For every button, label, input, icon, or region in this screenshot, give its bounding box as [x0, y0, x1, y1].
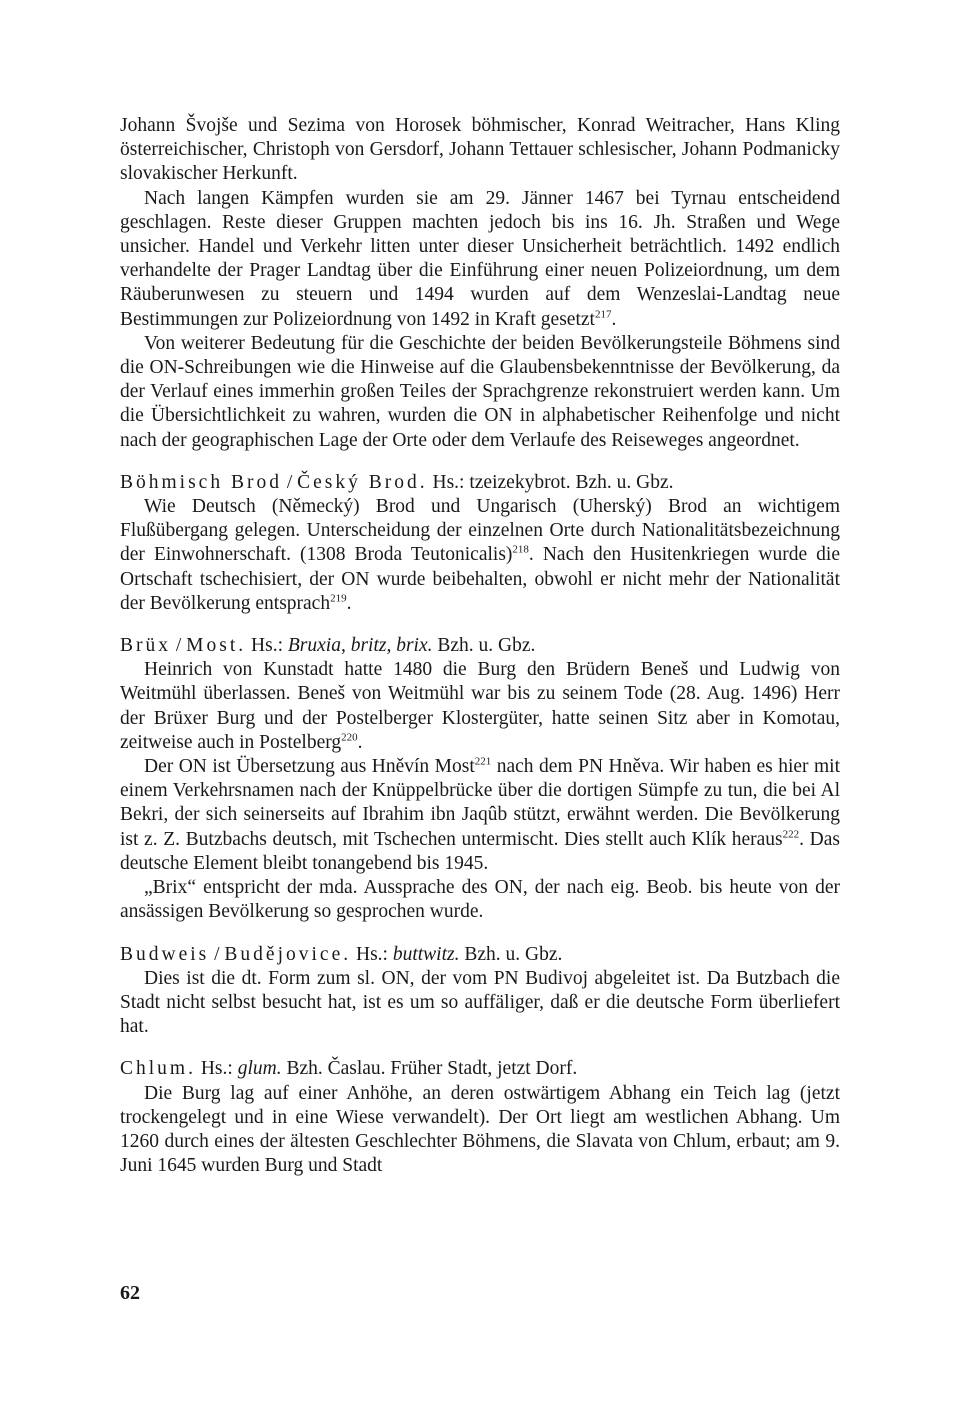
entry-paragraph	[120, 658, 840, 755]
intro-paragraph-2-text: Nach langen Kämpfen wurden sie am 29. Jänner 1467 bei Tyrnau entscheidend geschlagen. Reste dieser Gruppen machten jedoch bis ins 16. Jh. Straßen und Wege unsicher. Handel und Verkehr litten unter dieser Unsicherheit beträchtlich. 1492 endlich verhandelte der Prager Landtag über die Einführung einer neuen Polizeiordnung, um dem Räuberunwesen zu steuern und 1494 wurden auf dem Wenzeslai-Landtag neue Bestimmungen zur Polizeiordnung von 1492 in Kraft gesetzt	[120, 187, 840, 330]
entry-text: nach dem PN Hněva. Wir haben es hier mit einem Verkehrsnamen nach der Knüppelbrücke über die dortigen Sümpfe zu tun, die bei Al Bekri, der sich seinerseits auf Ibrahim ibn Jaqûb stützt, erwähnt werden. Die Bevölkerung ist z. Z. Butzbachs deutsch, mit Tschechen untermischt. Dies stellt auch Klík heraus	[120, 756, 840, 850]
entry-boehmisch-brod	[120, 471, 840, 616]
place-name-german: Chlum.	[120, 1058, 196, 1080]
intro-paragraph-3: Von weiterer Bedeutung für die Geschichte der beiden Bevölkerungsteile Böhmens sind die ON-Schreibungen wie die Hinweise auf die Glaubensbekenntnisse der Bevölkerung, da der Verlauf eines immerhin großen Teiles der Sprachgrenze rekonstruiert werden kann. Um die Übersichtlichkeit zu wahren, wurden die ON in alphabetischer Reihenfolge und nicht nach der geographischen Lage der Orte oder dem Verlaufe des Reiseweges angeordnet.	[120, 332, 840, 451]
entry-text: Heinrich von Kunstadt hatte 1480 die Burg den Brüdern Beneš und Ludwig von Weitmühl überlassen. Beneš von Weitmühl war bis zu seinem Tode (28. Aug. 1496) Herr der Brüxer Burg und der Postelberger Klostergüter, hatte seinen Sitz aber in Komotau, zeitweise auch in Postelberg	[120, 659, 840, 753]
page-number: 62	[120, 1282, 140, 1304]
entry-text: . Das deutsche Element bleibt tonangebend bis 1945.	[120, 828, 840, 874]
entry-paragraph	[120, 495, 840, 616]
hs-label: Hs.:	[195, 1058, 238, 1080]
footnote-ref-221: 221	[474, 755, 492, 768]
entry-paragraph: Dies ist die dt. Form zum sl. ON, der vom PN Budivoj abgeleitet ist. Da Butzbach die Stadt nicht selbst besucht hat, ist es um so auffäliger, daß er die deutsche Form überliefert hat.	[120, 967, 840, 1038]
entry-rest: Bzh. Časlau. Früher Stadt, jetzt Dorf.	[281, 1058, 578, 1080]
entry-text: .	[357, 731, 363, 753]
entry-bruex	[120, 634, 840, 924]
place-name-czech: Budějovice.	[224, 943, 352, 965]
hs-label: Hs.:	[427, 471, 470, 493]
footnote-ref-222: 222	[782, 828, 800, 841]
hs-form: buttwitz.	[392, 943, 460, 965]
hs-form: glum.	[237, 1058, 282, 1080]
intro-paragraph-1: Johann Švojše und Sezima von Horosek böhmischer, Konrad Weitracher, Hans Kling österreichischer, Christoph von Gersdorf, Johann Tettauer schlesischer, Johann Podmanicky slovakischer Herkunft.	[120, 115, 840, 185]
entry-paragraph: „Brix“ entspricht der mda. Aussprache des ON, der nach eig. Beob. bis heute von der ansässigen Bevölkerung so gesprochen wurde.	[120, 877, 840, 923]
place-name-czech: Most.	[186, 635, 247, 657]
name-separator: /	[281, 471, 298, 493]
footnote-ref-220: 220	[341, 731, 358, 744]
entry-rest: Bzh. u. Gbz.	[459, 943, 563, 965]
entry-text: . Nach den Husitenkriegen wurde die Ortschaft tschechisiert, der ON wurde beibehalten, obwohl er nicht mehr der Nationalität der Bevölkerung entsprach	[120, 544, 840, 614]
entry-paragraph: Die Burg lag auf einer Anhöhe, an deren ostwärtigem Abhang ein Teich lag (jetzt trockengelegt und in eine Wiese verwandelt). Der Ort liegt am westlichen Abhang. Um 1260 durch eines der ältesten Geschlechter Böhmens, die Slavata von Chlum, erbaut; am 9. Juni 1645 wurden Burg und Stadt	[120, 1082, 840, 1177]
place-name-german: Brüx	[120, 635, 171, 657]
footnote-ref-217: 217	[594, 308, 612, 321]
entry-paragraph	[120, 755, 840, 876]
hs-label: Hs.:	[351, 943, 393, 965]
entry-chlum	[120, 1057, 840, 1178]
place-name-czech: Český Brod.	[297, 471, 428, 493]
entry-rest: Bzh. u. Gbz.	[570, 471, 674, 493]
entry-heading	[120, 471, 840, 495]
name-separator: /	[171, 635, 187, 657]
intro-paragraph-2	[120, 187, 840, 332]
entry-text: Wie Deutsch (Německý) Brod und Ungarisch (Uherský) Brod an wichtigem Flußübergang gelegen. Unterscheidung der einzelnen Orte durch Nationalitätsbezeichnung der Einwohnerschaft. (1308 Broda Teutonicalis)	[120, 496, 840, 566]
entry-text: .	[346, 592, 352, 614]
place-name-german: Böhmisch Brod	[120, 471, 282, 493]
hs-label: Hs.:	[246, 635, 288, 657]
entry-rest: Bzh. u. Gbz.	[432, 635, 536, 657]
entry-text: Der ON ist Übersetzung aus Hněvín Most	[144, 756, 475, 778]
entry-heading	[120, 634, 840, 658]
entry-heading	[120, 943, 840, 967]
entry-budweis	[120, 943, 840, 1040]
footnote-ref-219: 219	[330, 592, 347, 605]
place-name-german: Budweis	[120, 943, 210, 965]
entry-heading	[120, 1057, 840, 1081]
name-separator: /	[209, 943, 225, 965]
footnote-ref-218: 218	[512, 543, 529, 556]
hs-form: tzeizekybrot.	[469, 471, 571, 493]
page-body	[120, 114, 840, 1178]
hs-form: Bruxia, britz, brix.	[287, 635, 433, 657]
intro-paragraph-2-end: .	[611, 308, 617, 330]
